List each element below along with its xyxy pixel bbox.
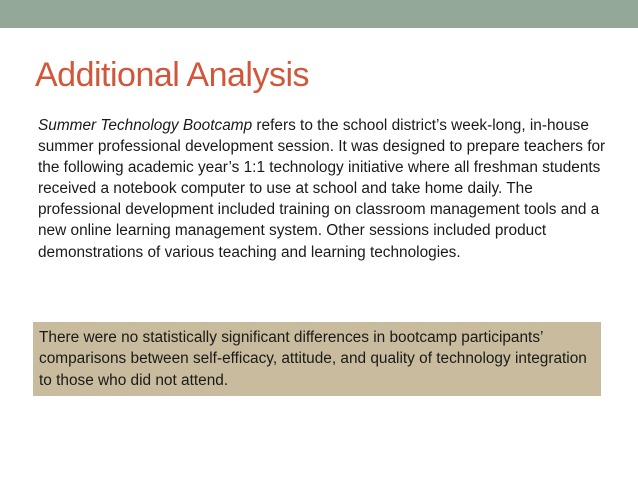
top-accent-bar: [0, 0, 638, 28]
finding-text: There were no statistically significant differences in bootcamp participants’ comparisons between self-efficacy, attitude, and quality of technology integration to those who did not attend.: [39, 329, 587, 389]
body-italic-term: Summer Technology Bootcamp: [38, 117, 253, 134]
finding-callout-box: [33, 322, 601, 396]
slide-title: Additional Analysis: [35, 56, 310, 94]
body-paragraph: [38, 115, 613, 263]
body-paragraph-text: refers to the school district’s week-long, in-house summer professional development session. It was designed to prepare teachers for the following academic year’s 1:1 technology initiative where all freshman students received a notebook computer to use at school and take home daily. The professional development included training on classroom management tools and a new online learning management system. Other sessions included product demonstrations of various teaching and learning technologies.: [38, 117, 606, 261]
